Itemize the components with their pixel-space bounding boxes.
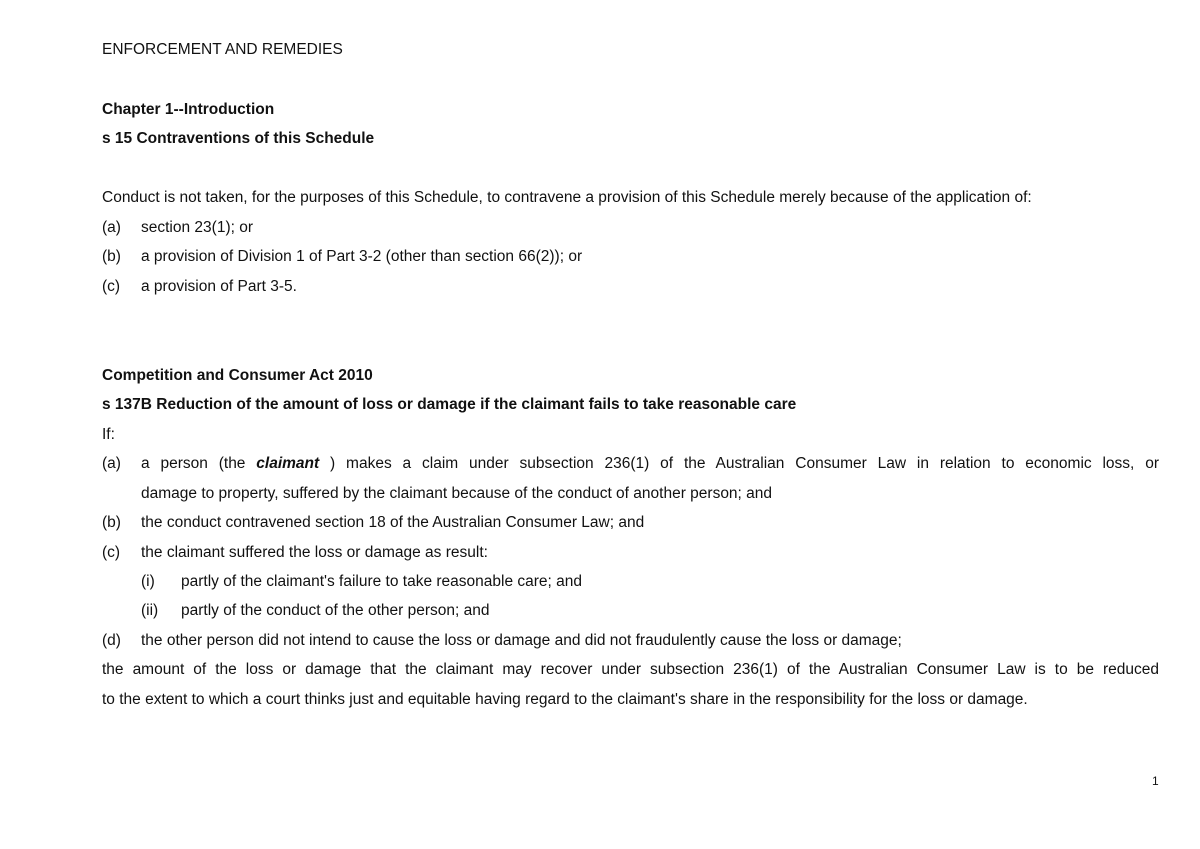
section-15-title: s 15 Contraventions of this Schedule (102, 130, 375, 147)
list-item-text: the conduct contravened section 18 of the Australian Consumer Law; and (141, 514, 645, 531)
act-title: Competition and Consumer Act 2010 (102, 367, 373, 384)
item-a-post: ) makes a claim under subsection 236(1) of the Australian Consumer Law in relation to economic loss, or (319, 455, 1159, 472)
list-item-text-continuation: damage to property, suffered by the claimant because of the conduct of another person; and (141, 485, 773, 502)
list-item-label: (b) (102, 514, 121, 531)
list-item-label: (c) (102, 278, 121, 295)
defined-term-claimant: claimant (256, 455, 320, 472)
list-item-text: section 23(1); or (141, 219, 253, 236)
list-item-text: the claimant suffered the loss or damage as result: (141, 544, 488, 561)
list-item-label: (c) (102, 544, 121, 561)
list-item-text: a provision of Division 1 of Part 3-2 (other than section 66(2)); or (141, 248, 583, 265)
list-item-text (141, 454, 1159, 474)
if-label: If: (102, 426, 115, 443)
sub-item-label: (i) (141, 573, 155, 590)
chapter-title: Chapter 1--Introduction (102, 101, 275, 118)
page-number: 1 (1152, 774, 1159, 788)
conclusion-line-2: to the extent to which a court thinks just and equitable having regard to the claimant's share in the responsibility for the loss or damage. (102, 691, 1028, 708)
document-heading: ENFORCEMENT AND REMEDIES (102, 41, 343, 58)
sub-item-text: partly of the conduct of the other person; and (181, 602, 490, 619)
item-a-pre: a person (the (141, 455, 257, 472)
list-item-text: a provision of Part 3-5. (141, 278, 297, 295)
section-137b-title: s 137B Reduction of the amount of loss or damage if the claimant fails to take reasonable care (102, 396, 797, 413)
list-item-label: (a) (102, 455, 121, 472)
list-item-text: the other person did not intend to cause the loss or damage and did not fraudulently cause the loss or damage; (141, 632, 902, 649)
conclusion-line-1: the amount of the loss or damage that the claimant may recover under subsection 236(1) of the Australian Consumer Law is to be reduced (102, 661, 1159, 678)
list-item-label: (a) (102, 219, 121, 236)
sub-item-label: (ii) (141, 602, 159, 619)
list-item-label: (b) (102, 248, 121, 265)
section-15-intro: Conduct is not taken, for the purposes of this Schedule, to contravene a provision of this Schedule merely because of the application of: (102, 189, 1032, 206)
list-item-label: (d) (102, 632, 121, 649)
sub-item-text: partly of the claimant's failure to take reasonable care; and (181, 573, 583, 590)
